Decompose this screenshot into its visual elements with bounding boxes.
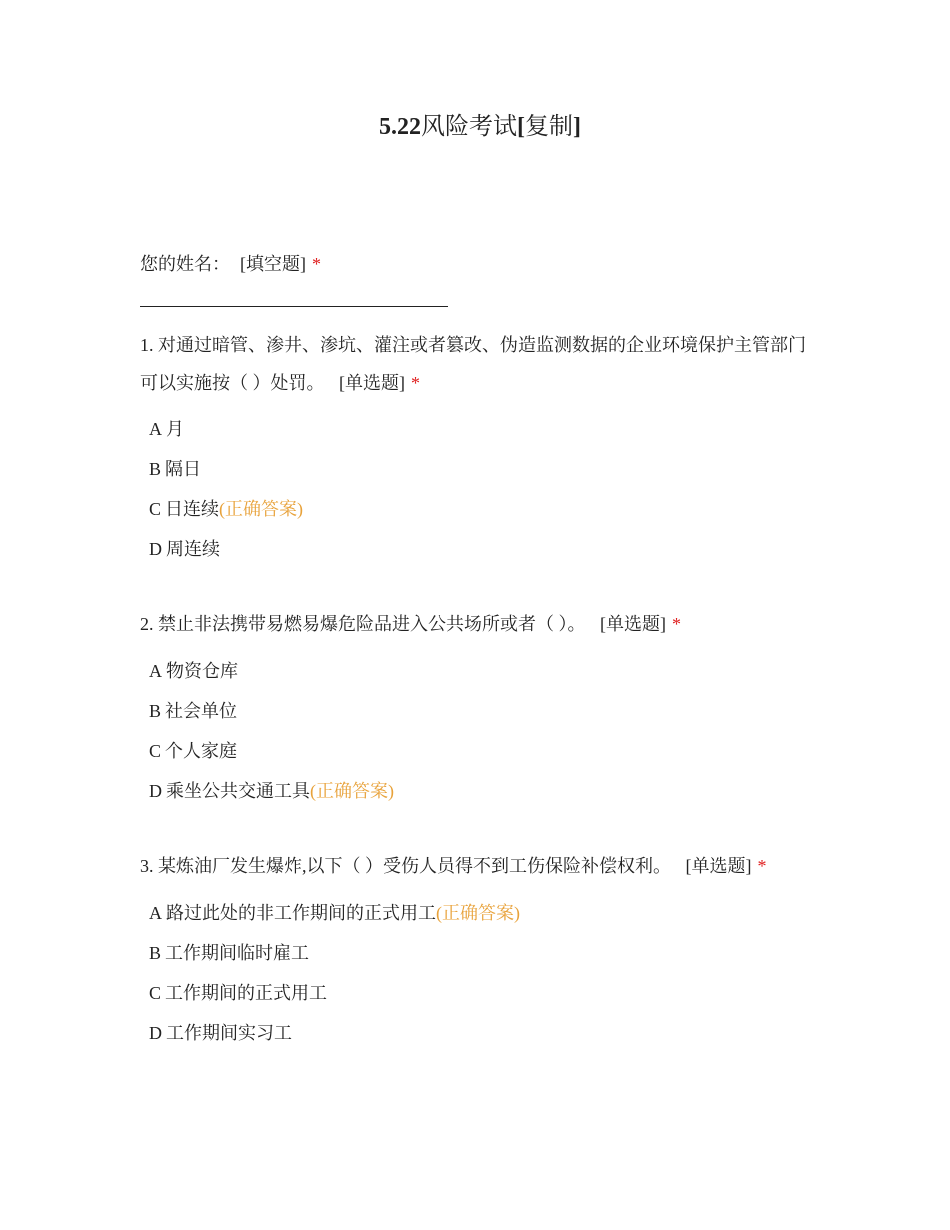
question-type-tag: [单选题]: [685, 856, 752, 876]
required-mark: *: [757, 856, 767, 876]
question-number: 2.: [140, 614, 154, 634]
required-mark: *: [411, 373, 420, 393]
title-bracket-close: ]: [573, 114, 581, 140]
option-d[interactable]: [149, 1013, 749, 1053]
question-type-tag: [单选题]: [600, 614, 666, 634]
question-text: 对通过暗管、渗井、渗坑、灌注或者篡改、伪造监测数据的企业环境保护主管部门可以实施按（ ）处罚。: [140, 335, 806, 393]
required-mark: *: [672, 614, 681, 634]
option-text: 乘坐公共交通工具: [166, 781, 310, 801]
option-letter: D: [149, 781, 162, 801]
option-d[interactable]: [149, 529, 749, 569]
name-label: 您的姓名：: [140, 254, 230, 274]
title-bracket-open: [: [517, 114, 525, 140]
option-text: 路过此处的非工作期间的正式用工: [166, 903, 436, 923]
question-type-tag: [填空题]: [240, 254, 306, 274]
option-text: 物资仓库: [166, 661, 238, 681]
correct-answer-label: (正确答案): [436, 903, 520, 923]
correct-answer-label: (正确答案): [219, 499, 304, 519]
question-1: [140, 326, 820, 402]
option-text: 周连续: [166, 539, 220, 559]
option-text: 工作期间的正式用工: [165, 983, 328, 1003]
required-mark: *: [312, 254, 321, 274]
question-number: 1.: [140, 335, 154, 355]
option-letter: B: [149, 701, 162, 721]
title-suffix: 复制: [525, 114, 573, 140]
option-text: 隔日: [165, 459, 202, 479]
option-a[interactable]: [149, 409, 749, 449]
option-letter: A: [149, 661, 162, 681]
question-type-tag: [单选题]: [339, 373, 405, 393]
option-text: 个人家庭: [165, 741, 238, 761]
option-c[interactable]: [149, 489, 749, 529]
option-a[interactable]: [149, 651, 749, 691]
name-answer-line[interactable]: [140, 306, 448, 307]
option-a[interactable]: [149, 893, 749, 933]
option-text: 社会单位: [165, 701, 238, 721]
option-c[interactable]: [149, 973, 749, 1013]
question-1-options: [149, 409, 749, 569]
option-letter: C: [149, 741, 162, 761]
question-text: 禁止非法携带易燃易爆危险品进入公共场所或者（ ）。: [158, 614, 586, 634]
page-title: [0, 111, 950, 143]
question-2-options: [149, 651, 749, 811]
title-number: 5.22: [379, 114, 421, 140]
option-letter: A: [149, 903, 162, 923]
option-text: 工作期间实习工: [166, 1023, 292, 1043]
question-3: [140, 847, 820, 885]
correct-answer-label: (正确答案): [310, 781, 394, 801]
option-text: 月: [166, 419, 184, 439]
option-letter: D: [149, 539, 162, 559]
option-letter: B: [149, 943, 162, 963]
option-letter: C: [149, 983, 162, 1003]
name-question: [140, 250, 321, 278]
title-text: 风险考试: [421, 114, 517, 140]
option-letter: B: [149, 459, 162, 479]
option-letter: C: [149, 499, 162, 519]
option-letter: D: [149, 1023, 162, 1043]
option-text: 工作期间临时雇工: [165, 943, 310, 963]
option-b[interactable]: [149, 449, 749, 489]
question-3-options: [149, 893, 749, 1053]
option-letter: A: [149, 419, 162, 439]
option-b[interactable]: [149, 933, 749, 973]
question-text: 某炼油厂发生爆炸,以下（ ）受伤人员得不到工伤保险补偿权利。: [158, 856, 671, 876]
option-c[interactable]: [149, 731, 749, 771]
option-b[interactable]: [149, 691, 749, 731]
question-number: 3.: [140, 856, 154, 876]
question-2: [140, 605, 820, 643]
option-d[interactable]: [149, 771, 749, 811]
option-text: 日连续: [165, 499, 220, 519]
